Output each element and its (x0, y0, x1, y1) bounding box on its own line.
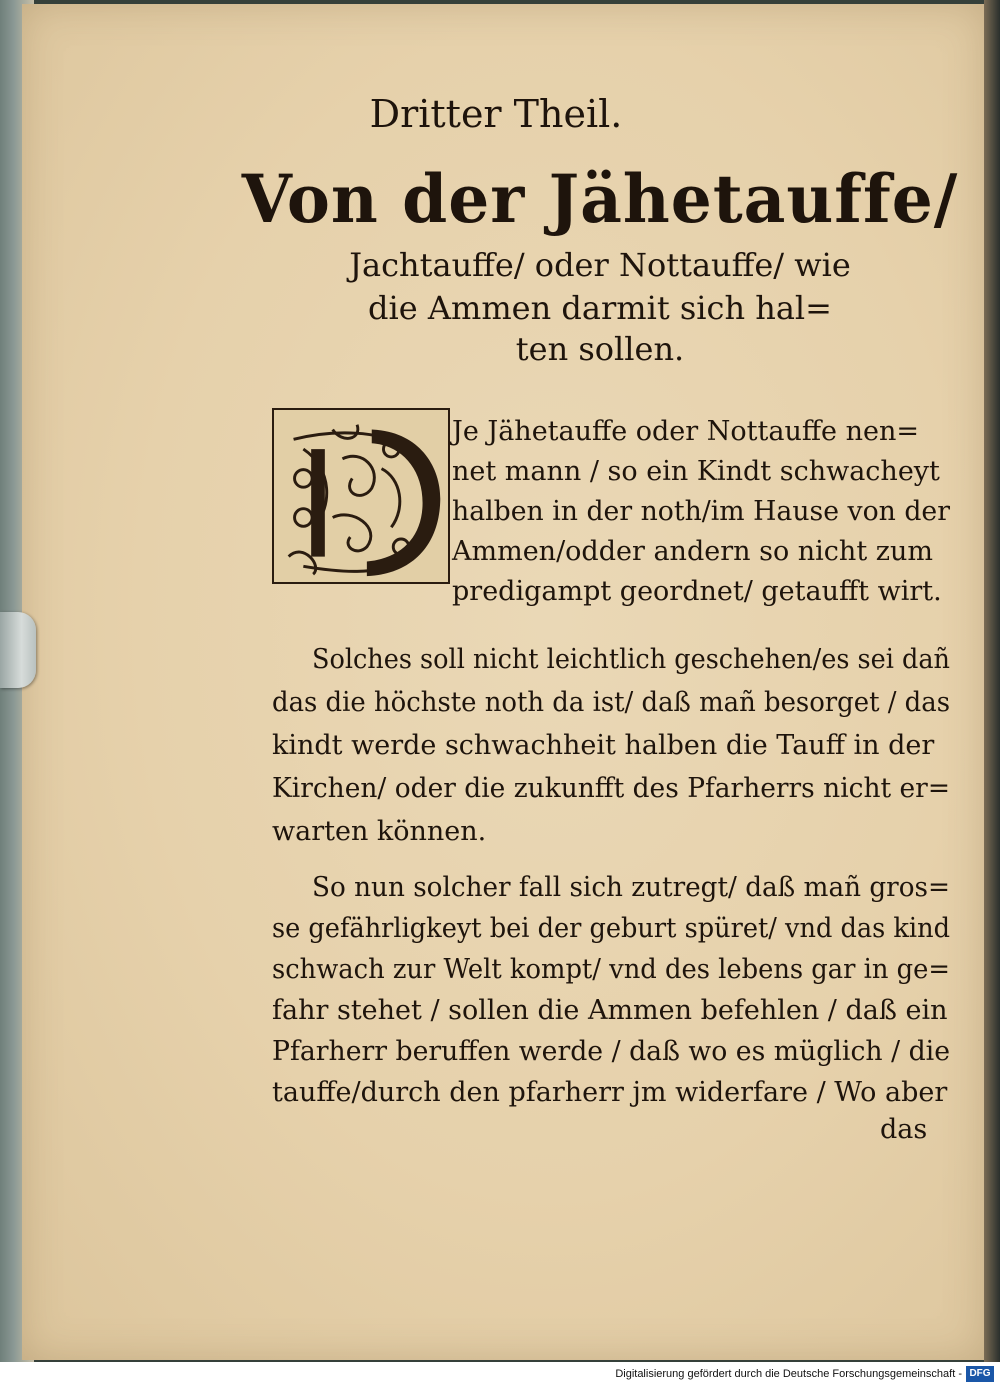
dfg-logo[interactable]: DFG (966, 1366, 994, 1382)
ornamental-initial-d (274, 410, 448, 582)
paragraph-line: predigampt geordnet/ getaufft wirt. (452, 576, 942, 607)
paragraph-line: warten können. (272, 816, 487, 847)
page-clip (0, 612, 36, 688)
funding-credit: Digitalisierung gefördert durch die Deutsche Forschungsgemeinschaft - (615, 1368, 962, 1380)
paragraph-line: kindt werde schwachheit halben die Tauff in der (272, 730, 935, 761)
paragraph-line: net mann / so ein Kindt schwacheyt (452, 456, 940, 487)
paragraph-line: das die höchste noth da ist/ daß mañ besorget / das (272, 687, 950, 718)
paragraph-line: Pfarherr beruffen werde / daß wo es müglich / die (272, 1036, 950, 1067)
paragraph-line: fahr stehet / sollen die Ammen befehlen / daß ein (272, 995, 948, 1026)
book-right-edge (984, 0, 1000, 1362)
paragraph-line: Ammen/odder andern so nicht zum (452, 536, 933, 567)
subheading-line: die Ammen darmit sich hal= (368, 289, 832, 327)
decorated-initial (272, 408, 450, 584)
paragraph-line: Solches soll nicht leichtlich geschehen/es sei dañ (312, 644, 950, 675)
paragraph-line: schwach zur Welt kompt/ vnd des lebens gar in ge= (272, 954, 950, 985)
paragraph-line: halben in der noth/im Hause von der (452, 496, 950, 527)
paragraph-line: se gefährligkeyt bei der geburt spüret/ vnd das kind (272, 913, 950, 944)
paragraph-line: So nun solcher fall sich zutregt/ daß mañ gros= (312, 872, 950, 903)
subheading-line: Jachtauffe/ oder Nottauffe/ wie (349, 246, 851, 284)
footer-bar (0, 1362, 1000, 1388)
paragraph-line: Kirchen/ oder die zukunfft des Pfarherrs nicht er= (272, 773, 950, 804)
chapter-heading: Von der Jähetauffe/ (241, 160, 959, 238)
part-title: Dritter Theil. (369, 92, 623, 136)
subheading-line: ten sollen. (515, 330, 685, 368)
paragraph-line: Je Jähetauffe oder Nottauffe nen= (452, 416, 919, 447)
paragraph-line: tauffe/durch den pfarherr jm widerfare / Wo aber (272, 1077, 948, 1108)
catchword: das (880, 1114, 928, 1145)
